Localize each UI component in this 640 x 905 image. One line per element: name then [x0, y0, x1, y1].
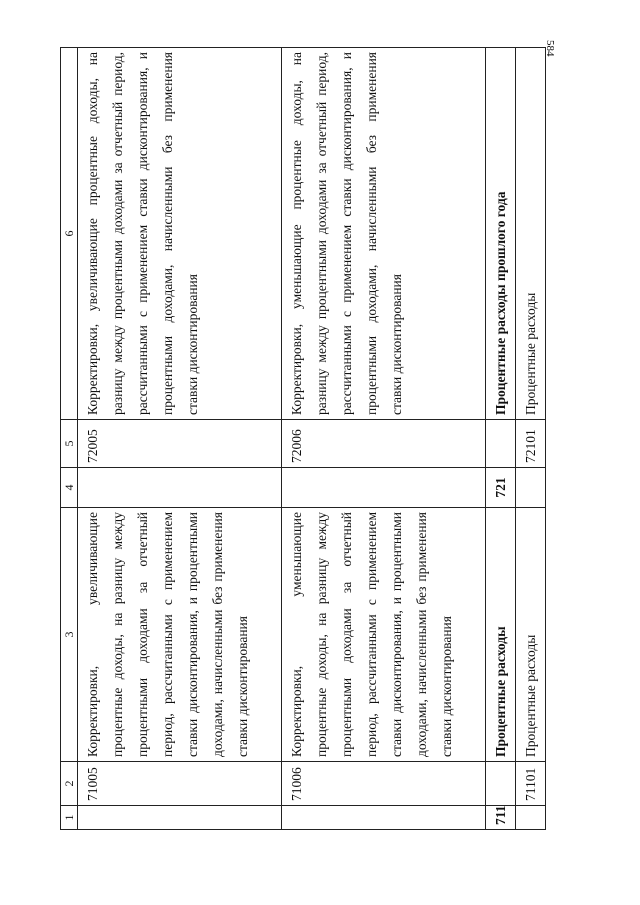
table-row — [516, 48, 546, 830]
section-code-cell — [78, 806, 282, 830]
account-code-cell — [486, 420, 516, 468]
account-code-cell: 72006 — [282, 420, 486, 468]
section-name-cell: Процентные расходы — [486, 508, 516, 762]
table-row — [282, 48, 486, 830]
column-header: 6 — [61, 48, 78, 420]
account-name-cell: Корректировки, увеличивающие процентные доходы, на разницу между процентными доходами за отчетный период, рассчитанными с применением ставки дисконтирования, и процентными доходами, начисленными без применения ставки дисконтирования — [78, 508, 282, 762]
section-code-cell — [516, 806, 546, 830]
account-name-cell: Корректировки, уменьшающие процентные доходы, на разницу между процентными доходами за отчетный период, рассчитанными с применением ставки дисконтирования, и процентными доходами, начисленными без применения ставки дисконтирования — [282, 48, 486, 420]
account-name-cell: Процентные расходы — [516, 48, 546, 420]
column-header: 3 — [61, 508, 78, 762]
column-header: 4 — [61, 468, 78, 508]
account-name-cell: Корректировки, уменьшающие процентные доходы, на разницу между процентными доходами за отчетный период, рассчитанными с применением ставки дисконтирования, и процентными доходами, начисленными без применения ставки дисконтирования — [282, 508, 486, 762]
account-code-cell: 71005 — [78, 762, 282, 806]
column-header: 1 — [61, 806, 78, 830]
account-code-cell: 71101 — [516, 762, 546, 806]
account-name-cell: Корректировки, увеличивающие процентные доходы, на разницу между процентными доходами за отчетный период, рассчитанными с применением ставки дисконтирования, и процентными доходами, начисленными без применения ставки дисконтирования — [78, 48, 282, 420]
header-row — [61, 48, 78, 830]
column-header: 2 — [61, 762, 78, 806]
section-row — [486, 48, 516, 830]
section-code-cell — [78, 468, 282, 508]
section-name-cell: Процентные расходы прошлого года — [486, 48, 516, 420]
account-code-cell: 72005 — [78, 420, 282, 468]
section-code-cell: 721 — [486, 468, 516, 508]
account-code-cell: 71006 — [282, 762, 486, 806]
section-code-cell: 711 — [486, 806, 516, 830]
rotated-table-container — [60, 48, 544, 830]
section-code-cell — [282, 806, 486, 830]
section-code-cell — [516, 468, 546, 508]
account-name-cell: Процентные расходы — [516, 508, 546, 762]
account-code-cell — [486, 762, 516, 806]
accounts-table — [60, 47, 546, 830]
account-code-cell: 72101 — [516, 420, 546, 468]
column-header: 5 — [61, 420, 78, 468]
page-number: 584 — [544, 40, 556, 57]
section-code-cell — [282, 468, 486, 508]
table-row — [78, 48, 282, 830]
